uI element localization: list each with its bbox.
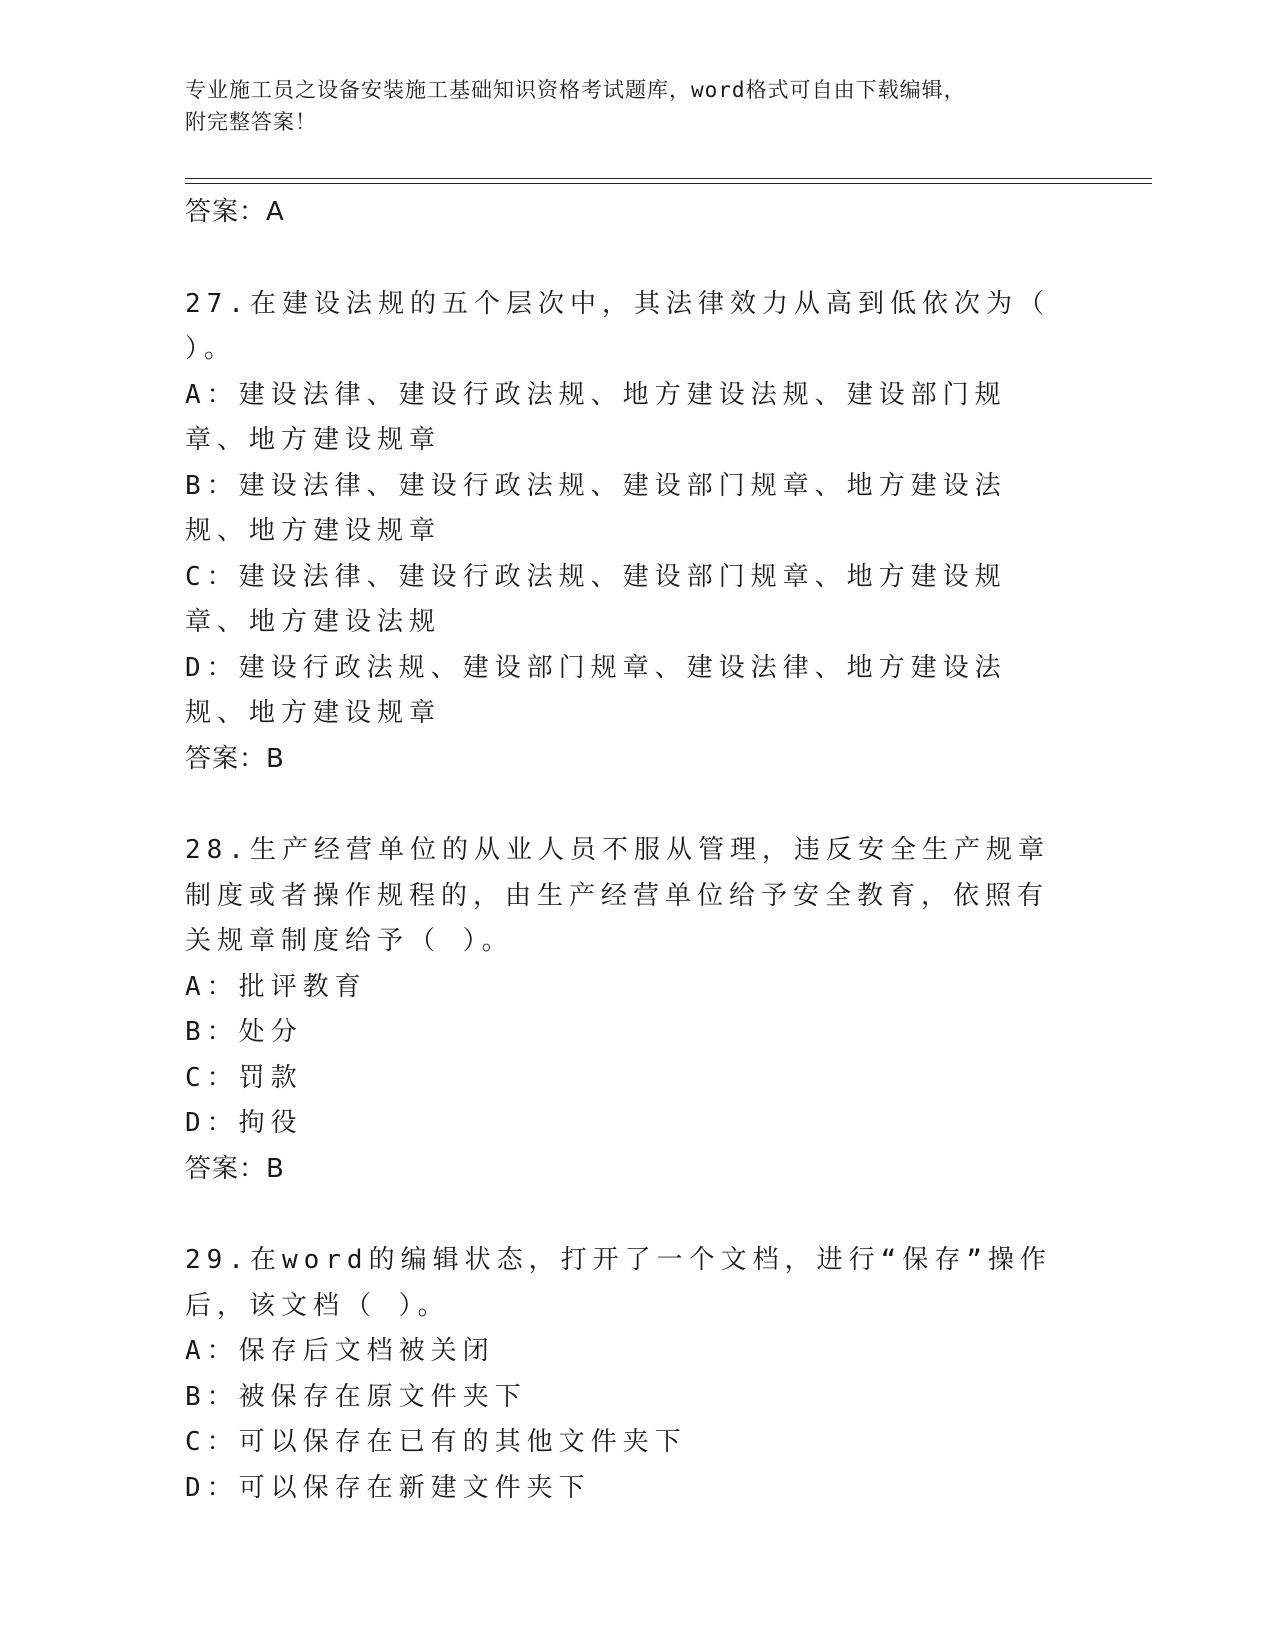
option-c: C：可以保存在已有的其他文件夹下 [185,1427,687,1457]
question-stem: 28.生产经营单位的从业人员不服从管理，违反安全生产规章制度或者操作规程的，由生产经营单位给予安全教育，依照有关规章制度给予（ ）。 [185,835,1050,956]
header-divider-bottom [185,183,1152,184]
question-stem: 27.在建设法规的五个层次中，其法律效力从高到低依次为（ ）。 [185,288,1050,364]
option-a: A：批评教育 [185,971,367,1002]
question-list [185,190,1070,1511]
question-27 [185,282,1070,783]
option-b: B：处分 [185,1017,303,1047]
option-b: B：被保存在原文件夹下 [185,1381,527,1412]
question-28 [185,828,1070,1192]
question-29 [185,1238,1070,1511]
header-divider-top [185,178,1152,179]
option-d: D：拘役 [185,1108,303,1138]
option-c: C：建设法律、建设行政法规、建设部门规章、地方建设规章、地方建设法规 [185,561,1007,637]
answer: 答案：B [185,1153,285,1184]
spacer [185,1192,1070,1238]
option-a: A：建设法律、建设行政法规、地方建设法规、建设部门规章、地方建设规章 [185,379,1007,455]
spacer [185,236,1070,282]
option-b: B：建设法律、建设行政法规、建设部门规章、地方建设法规、地方建设规章 [185,470,1007,546]
option-a: A：保存后文档被关闭 [185,1336,495,1366]
option-d: D：建设行政法规、建设部门规章、建设法律、地方建设法规、地方建设规章 [185,652,1007,728]
header-title-line-2: 附完整答案！ [185,110,317,134]
question-stem: 29.在word的编辑状态，打开了一个文档，进行“保存”操作后，该文档（ ）。 [185,1245,1052,1321]
spacer [185,782,1070,828]
answer-26: 答案：A [185,197,285,227]
option-c: C：罚款 [185,1062,303,1093]
answer: 答案：B [185,743,285,774]
header-title-line-1: 专业施工员之设备安装施工基础知识资格考试题库，word格式可自由下载编辑， [185,78,966,102]
page-header [185,74,1065,138]
option-d: D：可以保存在新建文件夹下 [185,1472,591,1503]
